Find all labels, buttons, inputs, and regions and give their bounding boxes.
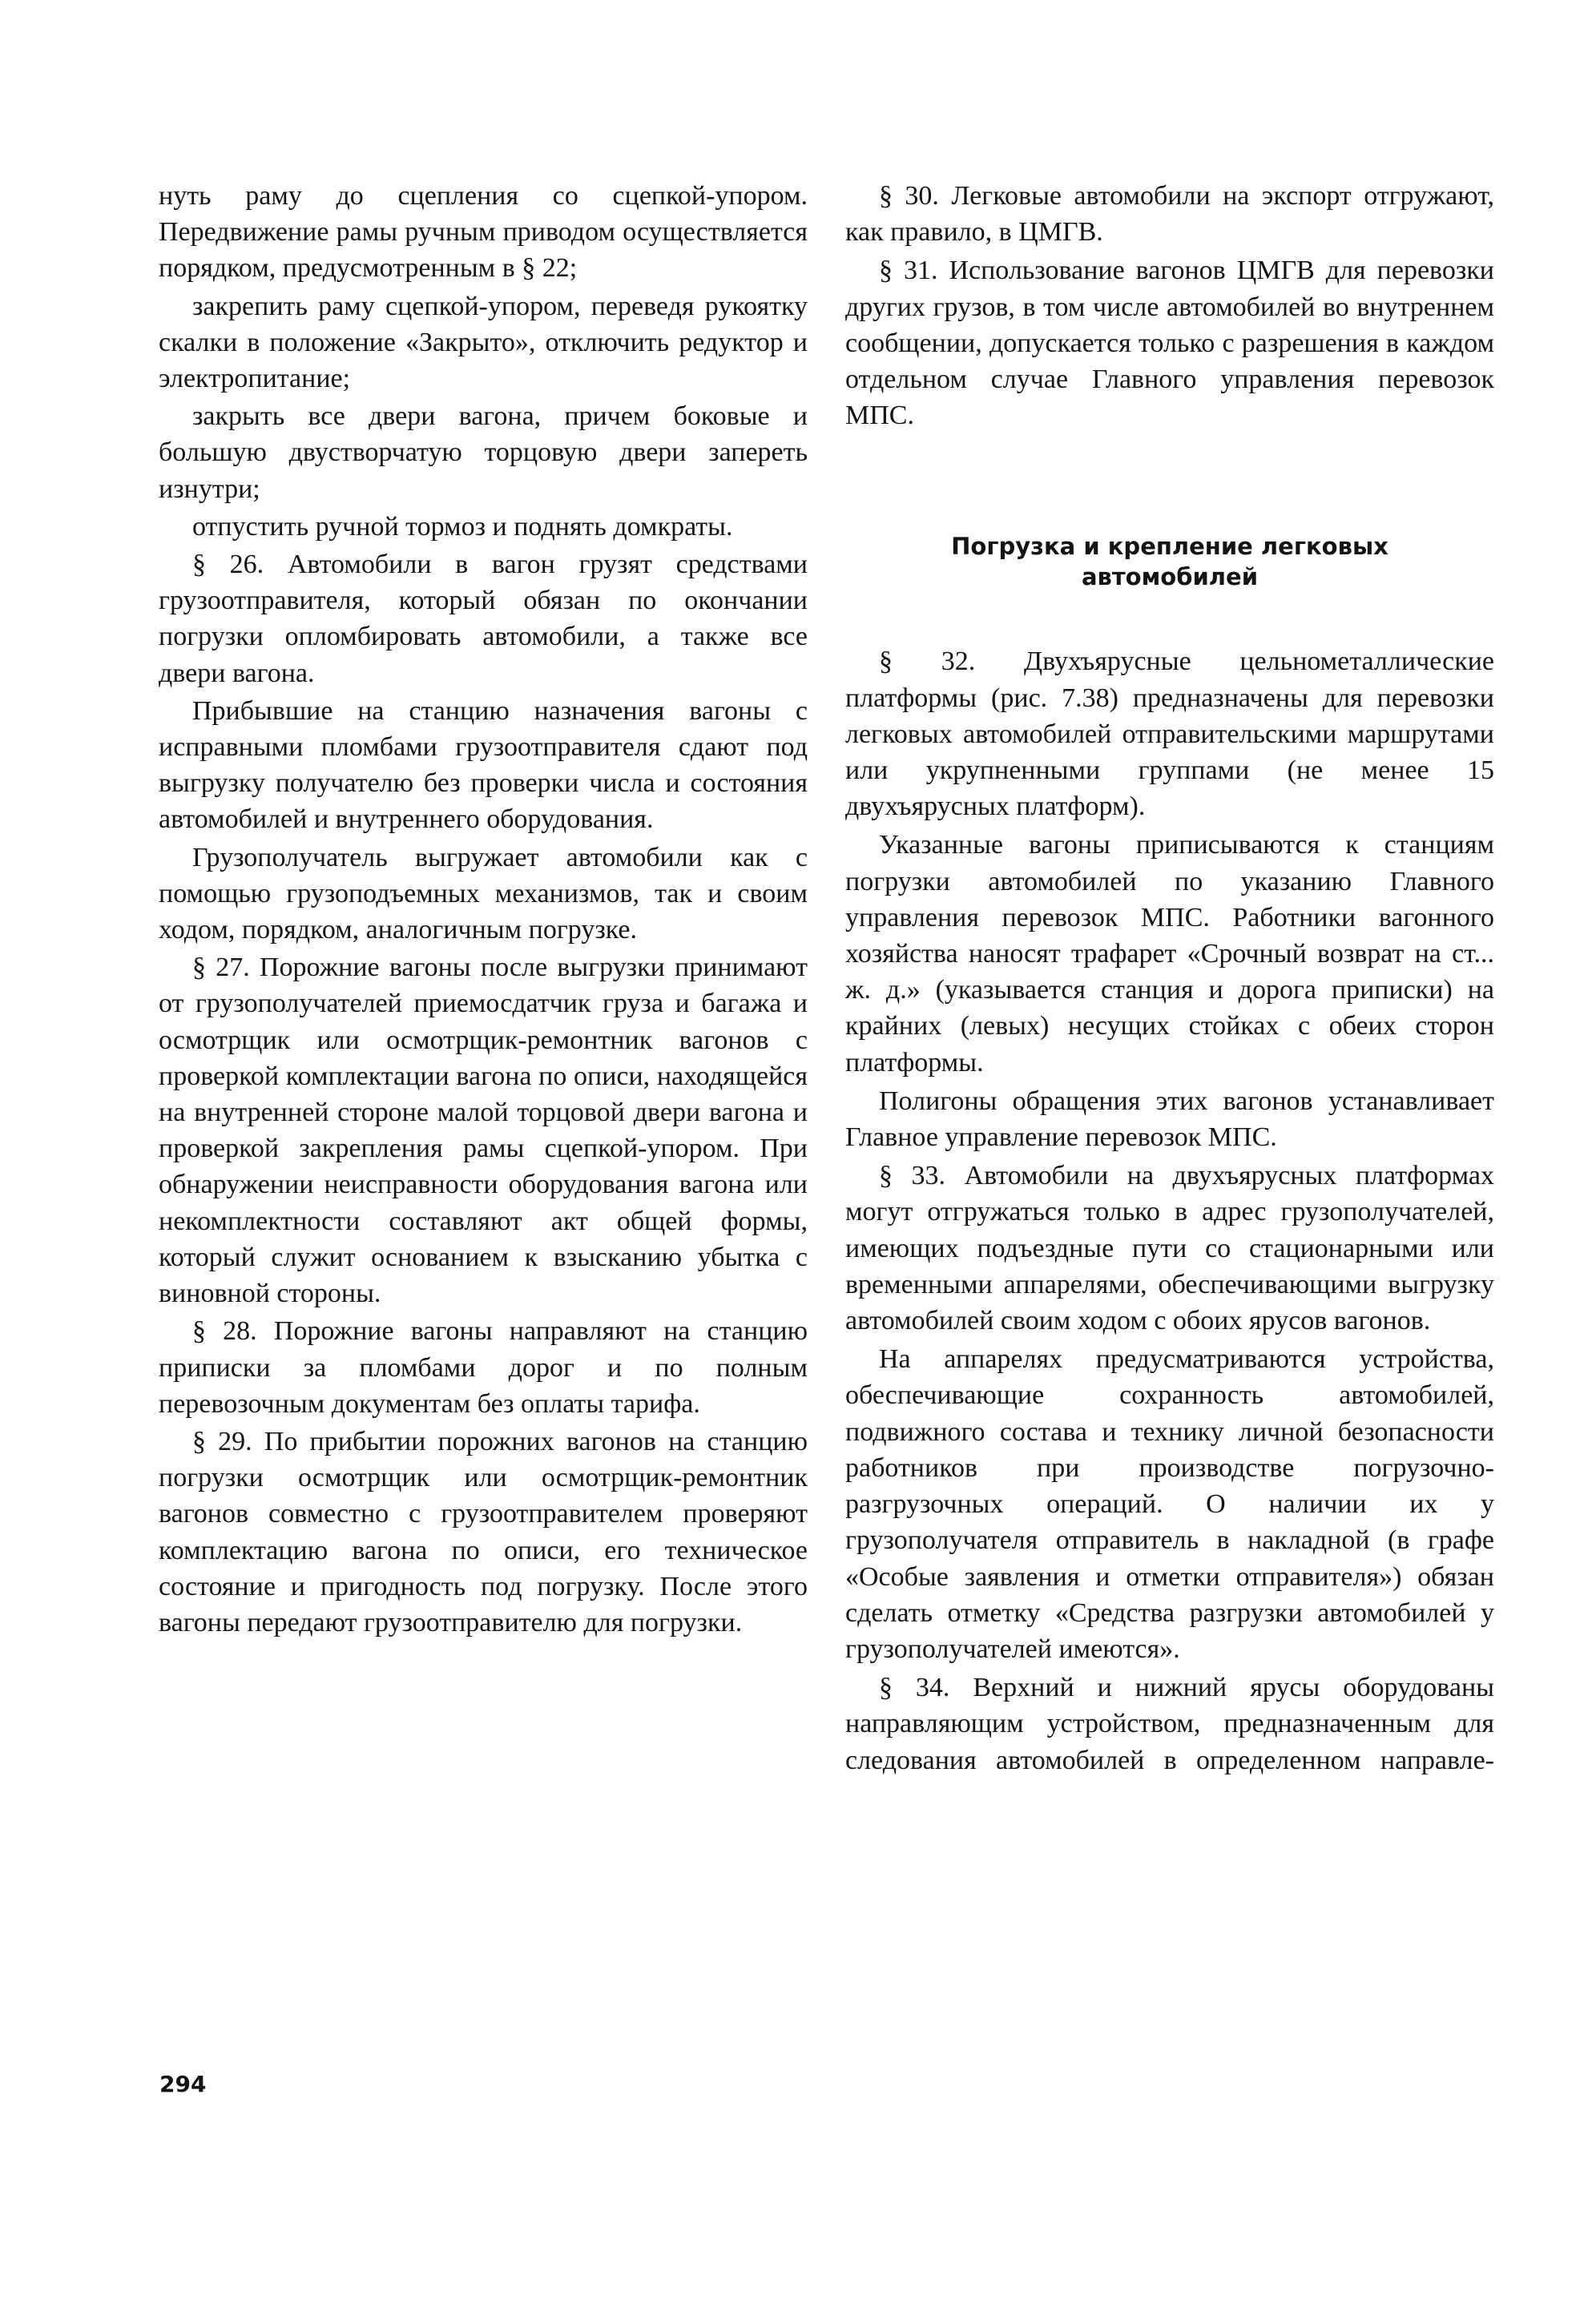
paragraph: Грузополучатель выгружает автомобили как с помощью грузоподъемных механизмов, так и своим ходом, порядком, аналогичным погрузке. — [159, 842, 808, 945]
paragraph-section-31: § 31. Использование вагонов ЦМГВ для перевозки других грузов, в том числе автомобилей во внутреннем сообщении, допускается только с разрешения в каждом отдельном случае Главного управления перевозок МПС. — [845, 256, 1494, 431]
paragraph-section-27: § 27. Порожние вагоны после выгрузки принимают от грузополучателей приемосдатчик груза и багажа и осмотрщик или осмотрщик-ремонтник вагонов с проверкой комплектации вагона по описи, находящейся на внутренней стороне малой торцовой двери вагона и проверкой закрепления рамы сцепкой-упором. При обнаружении неисправности оборудования вагона или некомплектности составляют акт общей формы, который служит основанием к взысканию убытка с виновной стороны. — [159, 953, 808, 1309]
paragraph-section-33: § 33. Автомобили на двухъярусных платформах могут отгружаться только в адрес грузополучателей, имеющих подъездные пути со стационарными или временными аппарелями, обеспечивающими выгрузку автомобилей своим ходом с обоих ярусов вагонов. — [845, 1161, 1494, 1336]
right-text-column — [845, 178, 1494, 1781]
paragraph-section-34: § 34. Верхний и нижний ярусы оборудованы направляющим устройством, предназначенным для следования автомобилей в определенном направле- — [845, 1673, 1494, 1775]
paragraph: Прибывшие на станцию назначения вагоны с исправными пломбами грузоотправителя сдают под выгрузку получателю без проверки числа и состояния автомобилей и внутреннего оборудования. — [159, 695, 808, 835]
paragraph: отпустить ручной тормоз и поднять домкраты. — [192, 511, 733, 542]
section-heading — [845, 531, 1494, 592]
paragraph-section-28: § 28. Порожние вагоны направляют на станцию приписки за пломбами дорог и по полным перевозочным документам без оплаты тарифа. — [159, 1316, 808, 1419]
paragraph: закрепить раму сцепкой-упором, переведя рукоятку скалки в положение «Закрыто», отключить редуктор и электропитание; — [159, 291, 808, 394]
paragraph: Полигоны обращения этих вагонов устанавливает Главное управление перевозок МПС. — [845, 1086, 1494, 1153]
paragraph-section-29: § 29. По прибытии порожних вагонов на станцию погрузки осмотрщик или осмотрщик-ремонтник вагонов совместно с грузоотправителем проверяют комплектацию вагона по описи, его техническое состояние и пригодность под погрузку. После этого вагоны передают грузоотправителю для погрузки. — [159, 1426, 808, 1637]
section-heading-line-1: Погрузка и крепление легковых — [951, 533, 1388, 561]
paragraph-section-32: § 32. Двухъярусные цельнометаллические платформы (рис. 7.38) предназначены для перевозки легковых автомобилей отправительскими маршрутами или укрупненными группами (не менее 15 двухъярусных платформ). — [845, 646, 1494, 822]
paragraph-section-26: § 26. Автомобили в вагон грузят средствами грузоотправителя, который обязан по окончании погрузки опломбировать автомобили, а также все двери вагона. — [159, 550, 808, 688]
section-heading-line-2: автомобилей — [1081, 563, 1259, 591]
page-number: 294 — [159, 2071, 207, 2097]
paragraph: На аппарелях предусматриваются устройства, обеспечивающие сохранность автомобилей, подвижного состава и технику личной безопасности работников при производстве погрузочно-разгрузочных операций. О наличии их у грузополучателя отправитель в накладной (в графе «Особые заявления и отметки отправителя») обязан сделать отметку «Средства разгрузки автомобилей у грузополучателей имеются». — [845, 1344, 1494, 1664]
paragraph-section-30: § 30. Легковые автомобили на экспорт отгружают, как правило, в ЦМГВ. — [845, 181, 1494, 248]
paragraph: закрыть все двери вагона, причем боковые и большую двустворчатую торцовую двери запереть изнутри; — [159, 401, 808, 504]
left-text-column — [159, 178, 808, 1642]
paragraph: нуть раму до сцепления со сцепкой-упором. Передвижение рамы ручным приводом осуществляется порядком, предусмотренным в § 22; — [159, 181, 808, 284]
paragraph: Указанные вагоны приписываются к станциям погрузки автомобилей по указанию Главного управления перевозок МПС. Работники вагонного хозяйства наносят трафарет «Срочный возврат на ст... ж. д.» (указывается станция и дорога приписки) на крайних (левых) несущих стойках с обеих сторон платформы. — [845, 830, 1494, 1077]
